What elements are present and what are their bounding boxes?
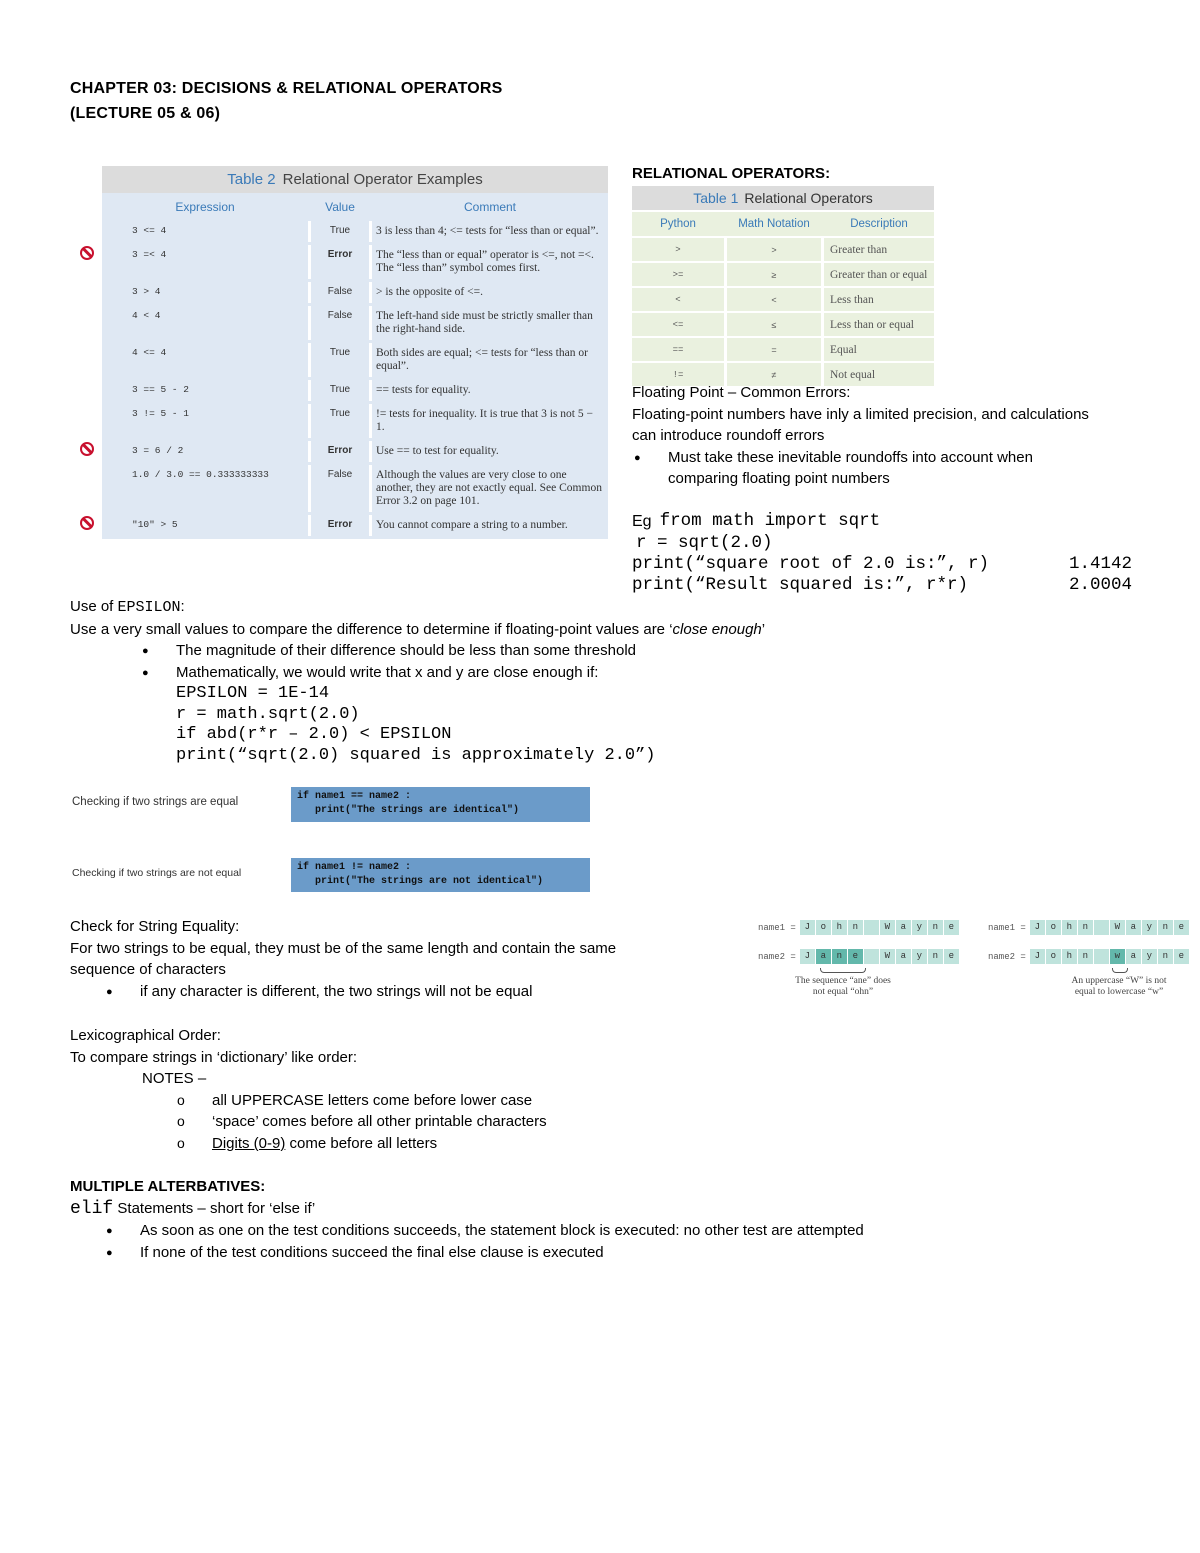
not-equal-check-label: Checking if two strings are not equal <box>72 867 242 879</box>
char-cell <box>864 949 879 964</box>
code-text: print(“Result squared is:”, r*r) <box>632 574 969 595</box>
comment-cell: Both sides are equal; <= tests for “less than or equal”. <box>372 343 608 377</box>
char-cell: a <box>1126 949 1141 964</box>
figure-note: The sequence “ane” does not equal “ohn” <box>795 976 891 997</box>
string-row <box>758 920 960 938</box>
title-line-2: (LECTURE 05 & 06) <box>70 105 221 122</box>
table1-row <box>632 313 934 336</box>
expression-cell <box>102 465 308 512</box>
char-cell: a <box>896 920 911 935</box>
table1-header-description: Description <box>824 212 934 236</box>
epsilon-bullets <box>176 640 970 683</box>
math-cell: ≠ <box>724 363 824 386</box>
code-line <box>632 533 1132 554</box>
expression-text: 3 == 5 - 2 <box>132 384 190 395</box>
char-cell: h <box>832 920 847 935</box>
epsilon-line-pre: Use a very small values to compare the difference to determine if floating-point values are ‘ <box>70 620 673 638</box>
char-cell: n <box>832 949 847 964</box>
value-cell: False <box>308 465 372 512</box>
table2-row <box>102 221 608 242</box>
epsilon-line <box>70 619 970 641</box>
table2-body <box>102 221 608 536</box>
equality-line-1: For two strings to be equal, they must be of the same length and contain the same <box>70 939 617 957</box>
lexico-item-text: come before all letters <box>285 1134 438 1152</box>
multiple-bullet: ● If none of the test conditions succeed the final else clause is executed <box>140 1242 1070 1264</box>
math-cell: ≤ <box>724 313 824 336</box>
value-cell: Error <box>308 245 372 279</box>
table2-header-value: Value <box>308 196 372 218</box>
comment-cell: > is the opposite of <=. <box>372 282 608 303</box>
equality-section <box>70 916 710 1002</box>
math-cell: ≥ <box>724 263 824 286</box>
table2-row <box>102 282 608 303</box>
epsilon-code <box>176 684 970 766</box>
char-cell: y <box>1142 920 1157 935</box>
string-row <box>758 949 960 967</box>
error-icon <box>80 246 94 260</box>
table1-row <box>632 238 934 261</box>
char-cell: n <box>1158 949 1173 964</box>
equality-line-2: sequence of characters <box>70 961 226 978</box>
table2-row <box>102 465 608 512</box>
code-line <box>632 575 1132 596</box>
name2-label: name2 = <box>758 951 796 962</box>
value-cell: True <box>308 404 372 438</box>
epsilon-heading <box>70 596 970 619</box>
code-output: 2.0004 <box>1068 574 1132 595</box>
lexico-item: o all UPPERCASE letters come before lower case <box>212 1090 710 1112</box>
char-cell: a <box>816 949 831 964</box>
description-cell: Less than <box>824 288 934 311</box>
title-line-1: CHAPTER 03: DECISIONS & RELATIONAL OPERATORS <box>70 80 503 97</box>
not-equal-check-code: if name1 != name2 : print("The strings are not identical") <box>291 858 590 892</box>
name2-label: name2 = <box>988 951 1026 962</box>
table1-body <box>632 238 934 386</box>
char-cell: h <box>1062 949 1077 964</box>
char-cell: o <box>1046 949 1061 964</box>
description-cell: Less than or equal <box>824 313 934 336</box>
char-cell: h <box>1062 920 1077 935</box>
lexico-item: o ‘space’ comes before all other printable characters <box>212 1111 710 1133</box>
name1-label: name1 = <box>988 922 1026 933</box>
table1-row <box>632 263 934 286</box>
string-figure-right <box>988 920 1190 998</box>
description-cell: Not equal <box>824 363 934 386</box>
expression-cell <box>102 404 308 438</box>
table2-row <box>102 441 608 462</box>
char-cell: a <box>1126 920 1141 935</box>
char-cell <box>864 920 879 935</box>
code-text: print(“square root of 2.0 is:”, r) <box>632 553 990 574</box>
floating-bullets <box>668 447 1172 490</box>
string-row <box>988 920 1190 938</box>
math-cell: > <box>724 238 824 261</box>
lexico-list <box>212 1090 710 1155</box>
floating-line-2: can introduce roundoff errors <box>632 427 825 444</box>
char-cell: W <box>880 949 895 964</box>
char-cell: e <box>944 949 959 964</box>
table2-row <box>102 380 608 401</box>
multiple-section <box>70 1176 1070 1263</box>
expression-text: 3 <= 4 <box>132 225 167 236</box>
table1-caption-number: Table 1 <box>693 190 739 206</box>
code-line: if abd(r*r – 2.0) < EPSILON <box>176 725 452 744</box>
value-cell: True <box>308 380 372 401</box>
expression-text: 4 < 4 <box>132 310 161 321</box>
table1-caption-text: Relational Operators <box>744 190 873 206</box>
epsilon-line-post: ’ <box>761 620 766 638</box>
epsilon-heading-pre: Use of <box>70 598 118 615</box>
brace <box>1112 968 1128 973</box>
table2-row <box>102 343 608 377</box>
value-cell: True <box>308 343 372 377</box>
char-cell: J <box>800 949 815 964</box>
table1-header-python: Python <box>632 212 724 236</box>
epsilon-heading-code: EPSILON <box>117 599 181 616</box>
equality-heading: Check for String Equality: <box>70 918 240 935</box>
epsilon-line-italic: close enough <box>672 620 762 638</box>
table2-row <box>102 306 608 340</box>
epsilon-section <box>70 596 970 766</box>
python-cell: < <box>632 288 724 311</box>
epsilon-bullet: ● Mathematically, we would write that x and y are close enough if: <box>176 662 970 684</box>
floating-bullet-line-2: comparing floating point numbers <box>668 470 890 487</box>
floating-line-1: Floating-point numbers have inly a limited precision, and calculations <box>632 405 1089 423</box>
multiple-bullets <box>140 1220 1070 1263</box>
table1-row <box>632 288 934 311</box>
code-line <box>632 511 1132 533</box>
char-cell <box>1094 949 1109 964</box>
eg-label: Eg <box>632 513 652 530</box>
expression-cell <box>102 306 308 340</box>
lexico-heading: Lexicographical Order: <box>70 1027 221 1044</box>
code-line: EPSILON = 1E-14 <box>176 684 330 703</box>
table2-header-expression: Expression <box>102 196 308 218</box>
value-cell: True <box>308 221 372 242</box>
name1-cells <box>1030 920 1190 935</box>
table2-caption-number: Table 2 <box>227 171 276 188</box>
equality-bullet: ● if any character is different, the two strings will not be equal <box>140 981 710 1003</box>
expression-cell <box>102 245 308 279</box>
char-cell: y <box>912 949 927 964</box>
page-title <box>70 76 503 126</box>
python-cell: >= <box>632 263 724 286</box>
multiple-bullet: ● As soon as one on the test conditions succeeds, the statement block is executed: no other test are attempted <box>140 1220 1070 1242</box>
char-cell: n <box>1078 920 1093 935</box>
floating-heading: Floating Point – Common Errors: <box>632 384 851 401</box>
value-cell: False <box>308 306 372 340</box>
char-cell: W <box>1110 920 1125 935</box>
expression-text: 3 =< 4 <box>132 249 167 260</box>
description-cell: Greater than or equal <box>824 263 934 286</box>
equal-check-code: if name1 == name2 : print("The strings are identical") <box>291 787 590 822</box>
table2-caption <box>102 166 608 193</box>
char-cell: y <box>1142 949 1157 964</box>
python-cell: != <box>632 363 724 386</box>
expression-cell <box>102 221 308 242</box>
python-cell: <= <box>632 313 724 336</box>
lexico-line: To compare strings in ‘dictionary’ like order: <box>70 1048 358 1066</box>
char-cell: J <box>800 920 815 935</box>
relational-examples-table <box>102 166 608 539</box>
code-line: print(“sqrt(2.0) squared is approximately 2.0”) <box>176 745 656 765</box>
lexico-notes: NOTES – <box>142 1070 207 1087</box>
char-cell: y <box>912 920 927 935</box>
char-cell: e <box>1174 949 1189 964</box>
expression-cell <box>102 380 308 401</box>
comment-cell: 3 is less than 4; <= tests for “less than or equal”. <box>372 221 608 242</box>
char-cell: J <box>1030 920 1045 935</box>
table2-row <box>102 404 608 438</box>
table2-row <box>102 245 608 279</box>
expression-text: 4 <= 4 <box>132 347 167 358</box>
lexico-section <box>70 1025 710 1154</box>
char-cell: n <box>928 949 943 964</box>
epsilon-heading-post: : <box>180 598 185 615</box>
lexico-item <box>212 1133 710 1155</box>
equality-bullets <box>140 981 710 1003</box>
python-cell: > <box>632 238 724 261</box>
expression-text: 3 != 5 - 1 <box>132 408 190 419</box>
python-cell: == <box>632 338 724 361</box>
comment-cell: You cannot compare a string to a number. <box>372 515 608 536</box>
floating-bullet-line-1: Must take these inevitable roundoffs into account when <box>668 448 1033 466</box>
char-cell: o <box>816 920 831 935</box>
name2-cells <box>1030 949 1190 964</box>
comment-cell: The “less than or equal” operator is <=, not =<. The “less than” symbol comes first. <box>372 245 608 279</box>
char-cell: n <box>1078 949 1093 964</box>
expression-text: 3 = 6 / 2 <box>132 445 184 456</box>
char-cell: e <box>848 949 863 964</box>
expression-cell <box>102 441 308 462</box>
elif-text: Statements – short for ‘else if’ <box>117 1199 316 1217</box>
char-cell: J <box>1030 949 1045 964</box>
char-cell: n <box>928 920 943 935</box>
relational-operators-table <box>632 186 934 388</box>
math-cell: < <box>724 288 824 311</box>
char-cell: n <box>848 920 863 935</box>
char-cell <box>1094 920 1109 935</box>
expression-text: 3 > 4 <box>132 286 161 297</box>
comment-cell: == tests for equality. <box>372 380 608 401</box>
string-row <box>988 949 1190 967</box>
figure-note: An uppercase “W” is not equal to lowercase “w” <box>1071 976 1167 997</box>
equal-check-label: Checking if two strings are equal <box>72 796 239 808</box>
value-cell: Error <box>308 515 372 536</box>
comment-cell: != tests for inequality. It is true that 3 is not 5 − 1. <box>372 404 608 438</box>
comment-cell: Although the values are very close to one another, they are not exactly equal. See Common Error 3.2 on page 101. <box>372 465 608 512</box>
expression-cell <box>102 343 308 377</box>
value-cell: False <box>308 282 372 303</box>
error-icon <box>80 516 94 530</box>
table1-row <box>632 338 934 361</box>
floating-section <box>632 382 1172 490</box>
lexico-item-underlined: Digits (0-9) <box>212 1134 286 1152</box>
description-cell: Greater than <box>824 238 934 261</box>
char-cell: o <box>1046 920 1061 935</box>
expression-cell <box>102 515 308 536</box>
char-cell: W <box>880 920 895 935</box>
code-output: 1.4142 <box>1068 553 1132 574</box>
floating-code-example <box>632 511 1132 596</box>
table1-header-math: Math Notation <box>724 212 824 236</box>
name1-label: name1 = <box>758 922 796 933</box>
expression-cell <box>102 282 308 303</box>
comment-cell: The left-hand side must be strictly smaller than the right-hand side. <box>372 306 608 340</box>
expression-text: 1.0 / 3.0 == 0.333333333 <box>132 469 269 480</box>
math-cell: = <box>724 338 824 361</box>
error-icon <box>80 442 94 456</box>
code-line: r = math.sqrt(2.0) <box>176 704 360 724</box>
code-line <box>632 554 1132 575</box>
epsilon-bullet: ● The magnitude of their difference should be less than some threshold <box>176 640 970 662</box>
char-cell: e <box>944 920 959 935</box>
elif-code: elif <box>70 1198 114 1219</box>
relational-heading: RELATIONAL OPERATORS: <box>632 165 831 182</box>
brace <box>820 968 866 973</box>
code-text: r = sqrt(2.0) <box>636 532 773 553</box>
description-cell: Equal <box>824 338 934 361</box>
name2-cells <box>800 949 960 964</box>
elif-line <box>70 1198 1070 1221</box>
multiple-heading: MULTIPLE ALTERBATIVES: <box>70 1178 266 1195</box>
floating-bullet <box>668 447 1172 490</box>
code-text: from math import sqrt <box>659 511 881 531</box>
char-cell: w <box>1110 949 1125 964</box>
value-cell: Error <box>308 441 372 462</box>
table2-row <box>102 515 608 536</box>
table2-caption-text: Relational Operator Examples <box>282 171 483 188</box>
char-cell: n <box>1158 920 1173 935</box>
table2-header-comment: Comment <box>372 196 608 218</box>
expression-text: "10" > 5 <box>132 519 178 530</box>
char-cell: a <box>896 949 911 964</box>
string-figure-left <box>758 920 960 998</box>
char-cell: e <box>1174 920 1189 935</box>
table1-caption <box>632 186 934 210</box>
name1-cells <box>800 920 960 935</box>
comment-cell: Use == to test for equality. <box>372 441 608 462</box>
